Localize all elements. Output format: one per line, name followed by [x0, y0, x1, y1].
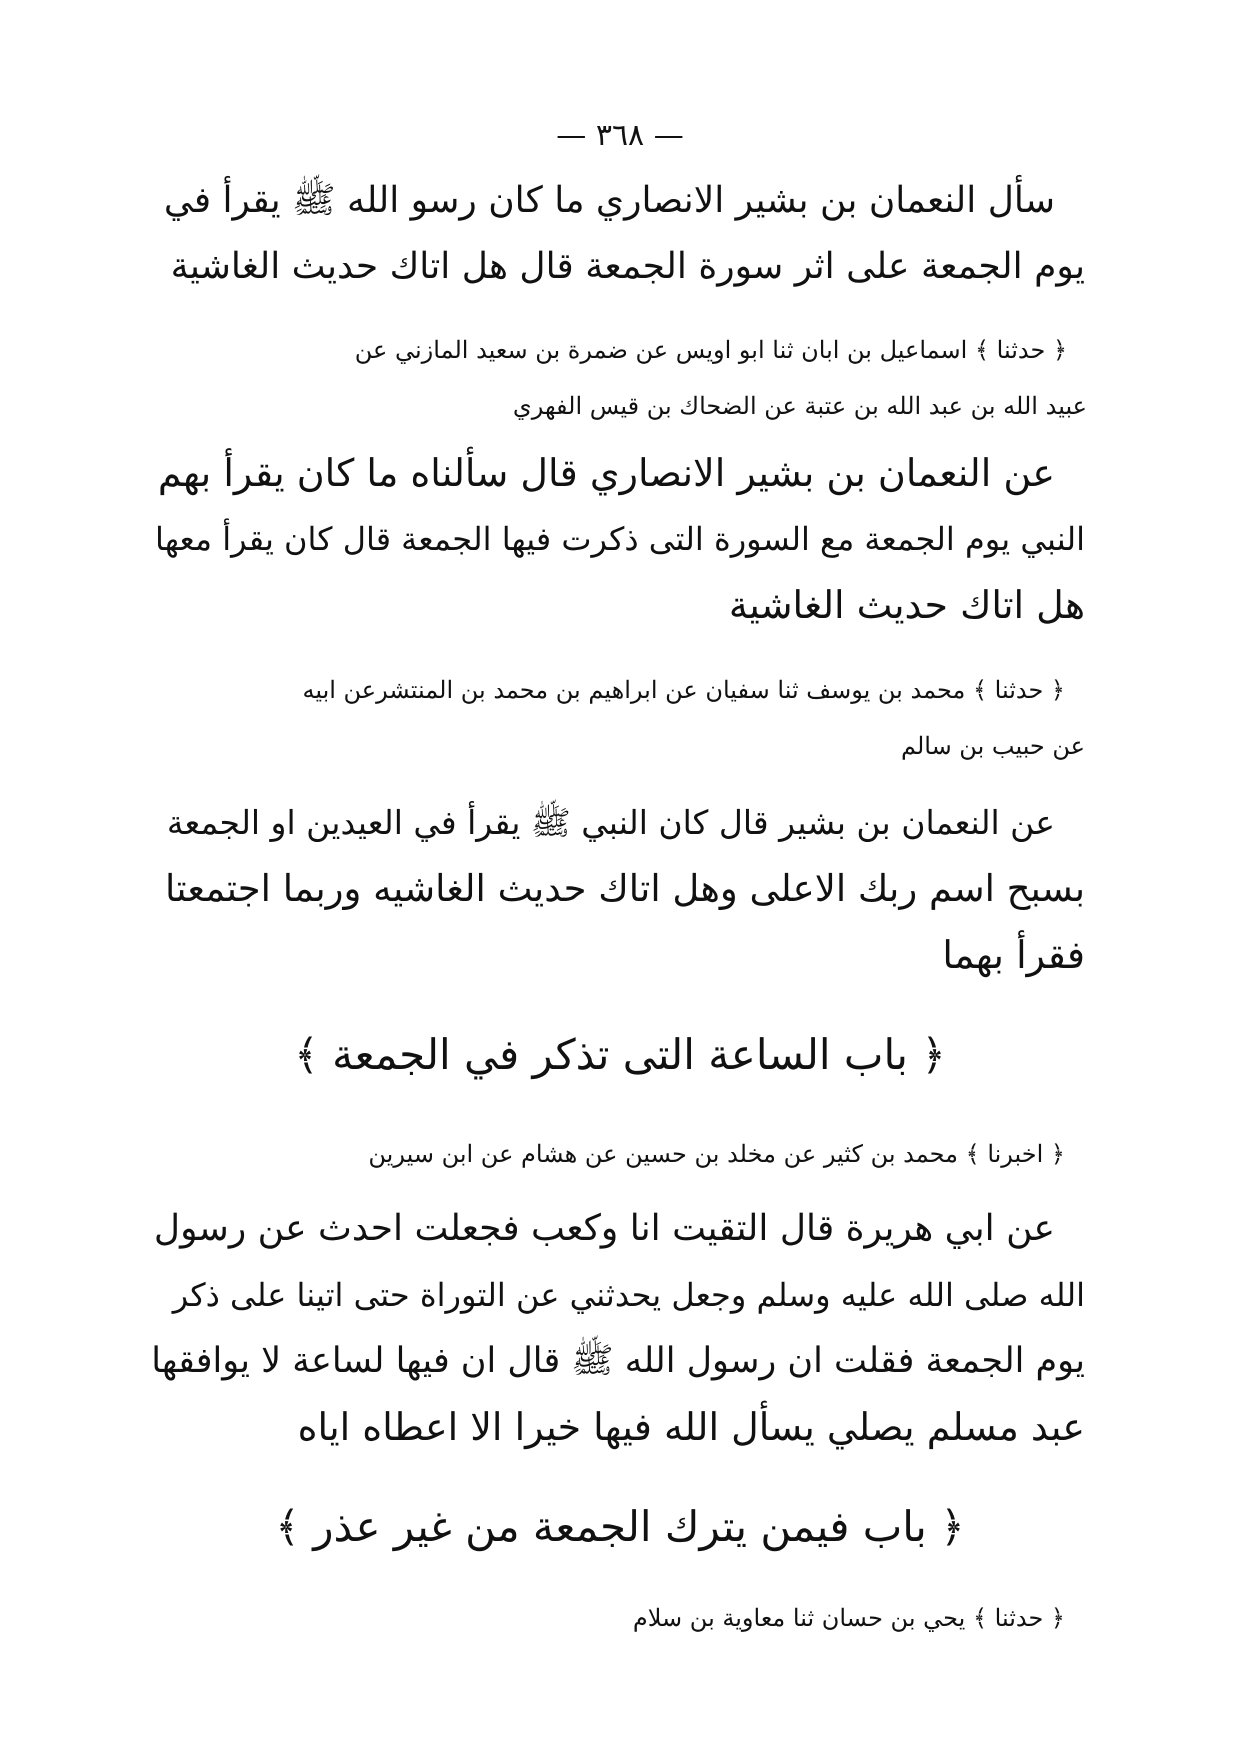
- hadith-paragraph: [150, 440, 1085, 638]
- text-line: الله صلى الله عليه وسلم وجعل يحدثني عن التوراة حتى اتينا على ذكر: [172, 1276, 1085, 1314]
- text-line: ﴿ حدثنا ﴾ اسماعيل بن ابان ثنا ابو اويس عن ضمرة بن سعيد المازني عن: [354, 336, 1067, 364]
- isnad-paragraph: [150, 1590, 1085, 1646]
- text-line: النبي يوم الجمعة مع السورة التى ذكرت فيها الجمعة قال كان يقرأ معها: [154, 520, 1085, 558]
- text-line: عن حبيب بن سالم: [900, 732, 1085, 760]
- text-line: عن ابي هريرة قال التقيت انا وكعب فجعلت احدث عن رسول: [153, 1208, 1055, 1249]
- hadith-paragraph: [150, 790, 1085, 988]
- chapter-heading: ﴿ باب فيمن يترك الجمعة من غير عذر ﴾: [275, 1502, 965, 1551]
- text-line: يوم الجمعة على اثر سورة الجمعة قال هل اتاك حديث الغاشية: [170, 246, 1085, 287]
- text-line: عن النعمان بن بشير الانصاري قال سألناه ما كان يقرأ بهم: [157, 451, 1055, 495]
- text-line: ﴿ اخبرنا ﴾ محمد بن كثير عن مخلد بن حسين عن هشام عن ابن سيرين: [368, 1140, 1065, 1168]
- text-line: ﴿ حدثنا ﴾ يحي بن حسان ثنا معاوية بن سلام: [632, 1604, 1065, 1632]
- page-number: — ٣٦٨ —: [556, 118, 684, 153]
- isnad-paragraph: [150, 662, 1085, 774]
- text-line: عبيد الله بن عبد الله بن عتبة عن الضحاك بن قيس الفهري: [512, 392, 1087, 420]
- isnad-paragraph: [152, 322, 1087, 434]
- chapter-heading: ﴿ باب الساعة التى تذكر في الجمعة ﴾: [294, 1030, 946, 1079]
- text-line: سأل النعمان بن بشير الانصاري ما كان رسو الله ﷺ يقرأ في: [163, 180, 1055, 221]
- hadith-paragraph: [150, 1196, 1085, 1460]
- isnad-paragraph: [150, 1126, 1085, 1182]
- hadith-paragraph: [150, 168, 1085, 300]
- text-line: عبد مسلم يصلي يسأل الله فيها خيرا الا اعطاه اياه: [297, 1405, 1085, 1449]
- text-line: بسبح اسم ربك الاعلى وهل اتاك حديث الغاشيه وربما اجتمعتا: [164, 867, 1085, 910]
- text-line: فقرأ بهما: [942, 933, 1085, 977]
- text-line: ﴿ حدثنا ﴾ محمد بن يوسف ثنا سفيان عن ابراهيم بن محمد بن المنتشرعن ابيه: [302, 676, 1065, 704]
- text-line: هل اتاك حديث الغاشية: [728, 583, 1085, 627]
- text-line: يوم الجمعة فقلت ان رسول الله ﷺ قال ان فيها لساعة لا يوافقها: [151, 1341, 1085, 1381]
- text-line: عن النعمان بن بشير قال كان النبي ﷺ يقرأ في العيدين او الجمعة: [166, 803, 1055, 842]
